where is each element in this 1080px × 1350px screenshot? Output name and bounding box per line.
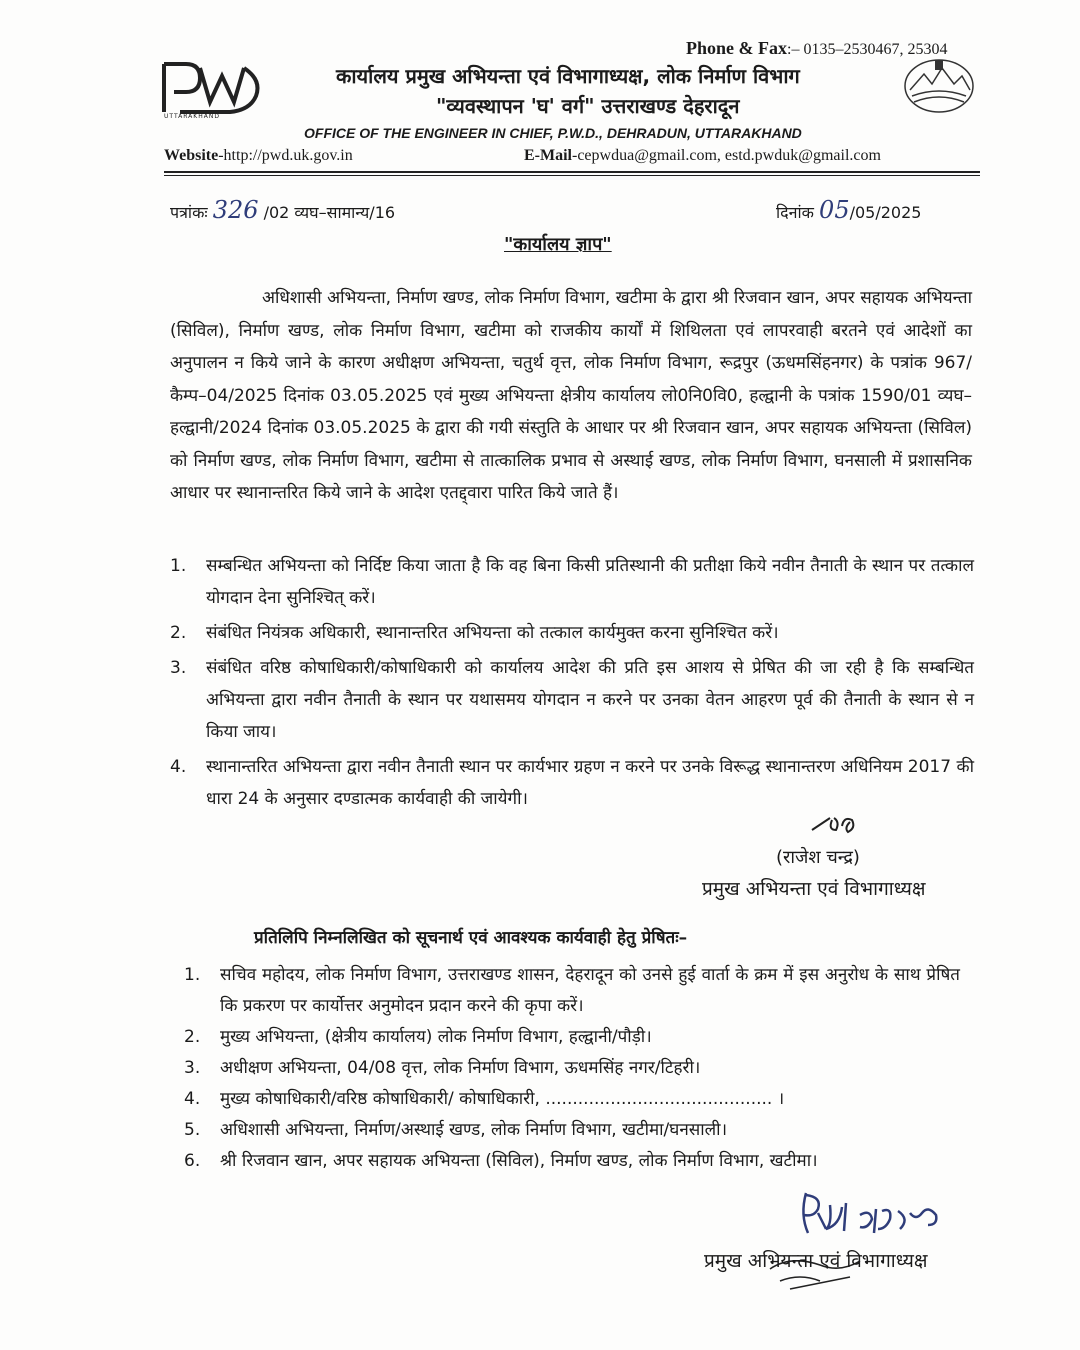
handwritten-signature — [760, 1185, 960, 1305]
header-rule-thin — [164, 175, 980, 176]
office-subtitle-hindi: "व्यवस्थापन 'घ' वर्ग" उत्तराखण्ड देहरादून — [436, 94, 740, 118]
pwd-logo — [160, 58, 264, 120]
handwritten-ref-number: 326 — [212, 196, 259, 224]
list-item: 4. स्थानान्तरित अभियन्ता द्वारा नवीन तैनाती स्थान पर कार्यभार ग्रहण न करने पर उनके विरूद्ध स्थानान्तरण अधिनियम 2017 की धारा 24 के अनुसार दण्डात्मक कार्यवाही की जायेगी। — [170, 757, 974, 809]
copy-heading: प्रतिलिपि निम्नलिखित को सूचनार्थ एवं आवश्यक कार्यवाही हेतु प्रेषितः– — [254, 928, 688, 948]
handwritten-date: 05 — [819, 196, 850, 224]
signatory-name: (राजेश चन्द्र) — [776, 847, 860, 868]
reference-number: पत्रांकः 326 /02 व्यघ–सामान्य/16 — [170, 196, 396, 224]
body-paragraph: अधिशासी अभियन्ता, निर्माण खण्ड, लोक निर्माण विभाग, खटीमा के द्वारा श्री रिजवान खान, अपर सहायक अभियन्ता (सिविल), निर्माण खण्ड, लोक निर्माण विभाग, खटीमा को राजकीय कार्यों में शिथिलता एवं लापरवाही बरतने एवं आदेशों का अनुपालन न किये जाने के कारण अधीक्षण अभियन्ता, चतुर्थ वृत्त, लोक निर्माण विभाग, रूद्रपुर (ऊधमसिंहनगर) के पत्रांक 967/कैम्प–04/2025 दिनांक 03.05.2025 एवं मुख्य अभियन्ता क्षेत्रीय कार्यालय लो0नि0वि0, हल्द्वानी के पत्रांक 1590/01 व्यघ–हल्द्वानी/2024 दिनांक 03.05.2025 के द्वारा की गयी संस्तुति के आधार पर श्री रिजवान खान, अपर सहायक अभियन्ता (सिविल) को निर्माण खण्ड, लोक निर्माण विभाग, खटीमा से तात्कालिक प्रभाव से अस्थाई खण्ड, लोक निर्माण विभाग, घनसाली में प्रशासनिक आधार पर स्थानान्तरित किये जाने के आदेश एतद्द्वारा पारित किये जाते हैं। — [170, 288, 972, 503]
phone-fax: Phone & Fax:– 0135–2530467, 25304 — [686, 38, 948, 58]
signatory-designation-2: प्रमुख अभियन्ता एवं विभागाध्यक्ष — [704, 1250, 928, 1272]
signature-mark — [810, 808, 870, 840]
office-title-hindi: कार्यालय प्रमुख अभियन्ता एवं विभागाध्यक्ष, लोक निर्माण विभाग — [336, 64, 800, 88]
list-item: 5. अधिशासी अभियन्ता, निर्माण/अस्थाई खण्ड, लोक निर्माण विभाग, खटीमा/घनसाली। — [184, 1120, 728, 1140]
list-item: 2. मुख्य अभियन्ता, (क्षेत्रीय कार्यालय) लोक निर्माण विभाग, हल्द्वानी/पौड़ी। — [184, 1027, 652, 1047]
office-title-english: OFFICE OF THE ENGINEER IN CHIEF, P.W.D., DEHRADUN, UTTARAKHAND — [304, 125, 802, 141]
website: Website-http://pwd.uk.gov.in — [164, 147, 353, 164]
reference-date: दिनांक 05/05/2025 — [776, 196, 922, 224]
list-item: 4. मुख्य कोषाधिकारी/वरिष्ठ कोषाधिकारी/ कोषाधिकारी, .......................................... । — [184, 1089, 785, 1109]
list-item: 6. श्री रिजवान खान, अपर सहायक अभियन्ता (सिविल), निर्माण खण्ड, लोक निर्माण विभाग, खटीमा। — [184, 1151, 818, 1171]
list-item: 3. अधीक्षण अभियन्ता, 04/08 वृत्त, लोक निर्माण विभाग, ऊधमसिंह नगर/टिहरी। — [184, 1058, 701, 1078]
memo-title: "कार्यालय ज्ञाप" — [504, 234, 612, 255]
email: E-Mail-cepwdua@gmail.com, estd.pwduk@gmail.com — [524, 147, 881, 164]
header-rule — [164, 171, 980, 173]
directions-list — [170, 550, 974, 818]
list-item: 3. संबंधित वरिष्ठ कोषाधिकारी/कोषाधिकारी को कार्यालय आदेश की प्रति इस आशय से प्रेषित की जा रही है कि सम्बन्धित अभियन्ता द्वारा नवीन तैनाती के स्थान पर यथासमय योगदान न करने पर उनका वेतन आहरण पूर्व की तैनाती के स्थान से न किया जाय। — [170, 658, 974, 742]
list-item: 1. सचिव महोदय, लोक निर्माण विभाग, उत्तराखण्ड शासन, देहरादून को उनसे हुई वार्ता के क्रम में इस अनुरोध के साथ प्रेषित कि प्रकरण पर कार्योत्तर अनुमोदन प्रदान करने की कृपा करें। — [184, 965, 960, 1016]
logo-caption: UTTARAKHAND — [164, 113, 220, 120]
list-item: 1. सम्बन्धित अभियन्ता को निर्दिष्ट किया जाता है कि वह बिना किसी प्रतिस्थानी की प्रतीक्षा किये नवीन तैनाती के स्थान पर तत्काल योगदान देना सुनिश्चित् करें। — [170, 556, 974, 608]
copy-list — [184, 960, 960, 1177]
signatory-designation: प्रमुख अभियन्ता एवं विभागाध्यक्ष — [702, 878, 926, 900]
uttarakhand-emblem — [902, 56, 976, 118]
list-item: 2. संबंधित नियंत्रक अधिकारी, स्थानान्तरित अभियन्ता को तत्काल कार्यमुक्त करना सुनिश्चित करें। — [170, 623, 779, 643]
